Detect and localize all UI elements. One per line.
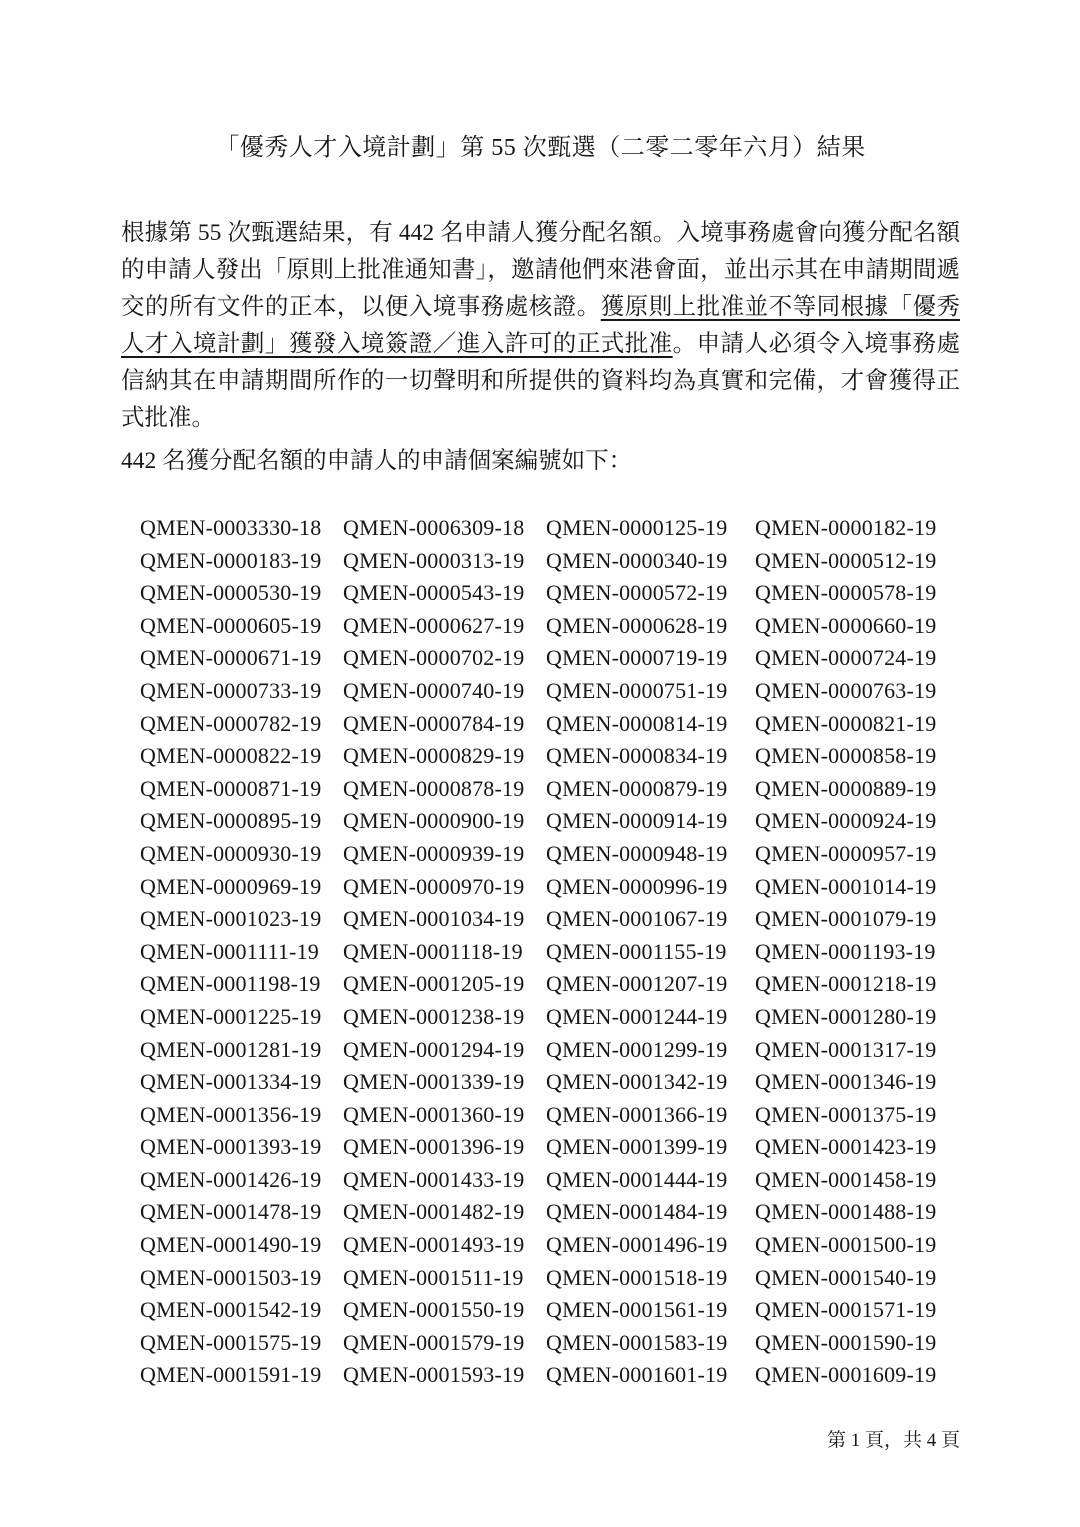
case-number: QMEN-0000763-19 xyxy=(755,677,937,703)
case-number: QMEN-0001609-19 xyxy=(755,1362,937,1388)
case-number: QMEN-0001034-19 xyxy=(343,906,525,932)
case-number: QMEN-0000821-19 xyxy=(755,710,937,736)
case-number: QMEN-0000782-19 xyxy=(140,710,322,736)
case-number: QMEN-0001294-19 xyxy=(343,1036,525,1062)
case-number: QMEN-0001360-19 xyxy=(343,1101,525,1127)
document-title: 「優秀人才入境計劃」第 55 次甄選（二零二零年六月）結果 xyxy=(215,135,866,161)
case-number: QMEN-0000578-19 xyxy=(755,580,937,606)
case-number: QMEN-0001511-19 xyxy=(343,1264,524,1290)
case-number: QMEN-0001458-19 xyxy=(755,1166,937,1192)
case-number: QMEN-0001583-19 xyxy=(546,1329,728,1355)
case-number: QMEN-0000702-19 xyxy=(343,645,525,671)
case-number: QMEN-0001518-19 xyxy=(546,1264,728,1290)
case-number: QMEN-0001399-19 xyxy=(546,1134,728,1160)
case-number: QMEN-0001423-19 xyxy=(755,1134,937,1160)
case-number: QMEN-0001571-19 xyxy=(755,1297,937,1323)
paragraph-before-underline: 根據第 55 次甄選結果，有 442 名申請人獲分配名額。入境事務處會向獲分配名額的申請人發出「原則上批准通知書」，邀請他們來港會面，並出示其在申請期間遞交的所有文件的正本，以便入境事務處核證。 xyxy=(121,220,960,320)
case-number: QMEN-0001500-19 xyxy=(755,1232,937,1258)
page-footer: 第 1 頁，共 4 頁 xyxy=(826,1430,960,1452)
case-number: QMEN-0001393-19 xyxy=(140,1134,322,1160)
case-number: QMEN-0000628-19 xyxy=(546,612,728,638)
case-number: QMEN-0000930-19 xyxy=(140,840,322,866)
case-number: QMEN-0001561-19 xyxy=(546,1297,728,1323)
case-number: QMEN-0000125-19 xyxy=(546,515,728,540)
case-number: QMEN-0000724-19 xyxy=(755,645,937,671)
case-number: QMEN-0006309-18 xyxy=(343,515,525,540)
case-number: QMEN-0001244-19 xyxy=(546,1003,728,1029)
case-number: QMEN-0000530-19 xyxy=(140,580,322,606)
case-number: QMEN-0001366-19 xyxy=(546,1101,728,1127)
case-number: QMEN-0000834-19 xyxy=(546,743,728,769)
case-number: QMEN-0003330-18 xyxy=(140,515,322,540)
case-number: QMEN-0001478-19 xyxy=(140,1199,322,1225)
case-number: QMEN-0001601-19 xyxy=(546,1362,728,1388)
case-number: QMEN-0001591-19 xyxy=(140,1362,322,1388)
case-number: QMEN-0000784-19 xyxy=(343,710,525,736)
case-number: QMEN-0000939-19 xyxy=(343,840,525,866)
case-number-grid xyxy=(140,512,960,1392)
case-number: QMEN-0000970-19 xyxy=(343,873,525,899)
case-number: QMEN-0000543-19 xyxy=(343,580,525,606)
case-number: QMEN-0000879-19 xyxy=(546,775,728,801)
case-number: QMEN-0000871-19 xyxy=(140,775,322,801)
case-number: QMEN-0001579-19 xyxy=(343,1329,525,1355)
case-number: QMEN-0000948-19 xyxy=(546,840,728,866)
case-number: QMEN-0001111-19 xyxy=(140,938,319,964)
case-number: QMEN-0001317-19 xyxy=(755,1036,937,1062)
case-number: QMEN-0000878-19 xyxy=(343,775,525,801)
case-number: QMEN-0000829-19 xyxy=(343,743,525,769)
case-number: QMEN-0001482-19 xyxy=(343,1199,525,1225)
case-number: QMEN-0001014-19 xyxy=(755,873,937,899)
case-number: QMEN-0001118-19 xyxy=(343,938,523,964)
case-number: QMEN-0000182-19 xyxy=(755,515,937,540)
paragraph-after-underline: 。申請人必須令入境事務處信納其在申請期間所作的一切聲明和所提供的資料均為真實和完備，才會獲得正式批准。 xyxy=(121,331,961,431)
paragraph-underlined-text: 獲原則上批准並不等同根據「優秀人才入境計劃」獲發入境簽證／進入許可的正式批准 xyxy=(121,294,961,357)
case-number: QMEN-0001193-19 xyxy=(755,938,936,964)
case-number: QMEN-0001299-19 xyxy=(546,1036,728,1062)
case-number: QMEN-0000512-19 xyxy=(755,547,937,573)
case-number: QMEN-0001490-19 xyxy=(140,1232,322,1258)
case-number: QMEN-0000660-19 xyxy=(755,612,937,638)
case-number: QMEN-0001218-19 xyxy=(755,971,937,997)
case-number: QMEN-0001542-19 xyxy=(140,1297,322,1323)
case-number: QMEN-0000340-19 xyxy=(546,547,728,573)
case-number: QMEN-0000814-19 xyxy=(546,710,728,736)
case-number: QMEN-0001281-19 xyxy=(140,1036,322,1062)
case-number: QMEN-0001280-19 xyxy=(755,1003,937,1029)
case-number: QMEN-0001225-19 xyxy=(140,1003,322,1029)
case-number: QMEN-0001067-19 xyxy=(546,906,728,932)
case-number: QMEN-0001198-19 xyxy=(140,971,321,997)
case-number: QMEN-0000740-19 xyxy=(343,677,525,703)
case-number: QMEN-0001207-19 xyxy=(546,971,728,997)
case-number: QMEN-0000605-19 xyxy=(140,612,322,638)
case-number: QMEN-0000996-19 xyxy=(546,873,728,899)
case-number: QMEN-0001155-19 xyxy=(546,938,727,964)
case-number: QMEN-0000751-19 xyxy=(546,677,728,703)
case-number: QMEN-0000924-19 xyxy=(755,808,937,834)
case-number: QMEN-0001503-19 xyxy=(140,1264,322,1290)
case-number: QMEN-0001238-19 xyxy=(343,1003,525,1029)
case-number: QMEN-0000671-19 xyxy=(140,645,322,671)
case-number: QMEN-0001079-19 xyxy=(755,906,937,932)
case-number: QMEN-0000183-19 xyxy=(140,547,322,573)
case-number: QMEN-0000572-19 xyxy=(546,580,728,606)
case-number: QMEN-0000733-19 xyxy=(140,677,322,703)
case-number: QMEN-0000889-19 xyxy=(755,775,937,801)
case-number: QMEN-0000900-19 xyxy=(343,808,525,834)
case-number: QMEN-0001550-19 xyxy=(343,1297,525,1323)
case-number: QMEN-0001496-19 xyxy=(546,1232,728,1258)
case-number: QMEN-0001488-19 xyxy=(755,1199,937,1225)
case-number: QMEN-0001342-19 xyxy=(546,1069,728,1095)
case-number: QMEN-0001023-19 xyxy=(140,906,322,932)
case-number: QMEN-0001540-19 xyxy=(755,1264,937,1290)
case-number: QMEN-0001356-19 xyxy=(140,1101,322,1127)
case-number: QMEN-0001339-19 xyxy=(343,1069,525,1095)
case-number: QMEN-0000957-19 xyxy=(755,840,937,866)
case-number: QMEN-0001444-19 xyxy=(546,1166,728,1192)
case-number: QMEN-0001426-19 xyxy=(140,1166,322,1192)
case-number: QMEN-0001575-19 xyxy=(140,1329,322,1355)
case-number: QMEN-0001346-19 xyxy=(755,1069,937,1095)
case-number: QMEN-0001493-19 xyxy=(343,1232,525,1258)
case-number: QMEN-0000858-19 xyxy=(755,743,937,769)
case-number: QMEN-0000719-19 xyxy=(546,645,728,671)
case-number: QMEN-0001593-19 xyxy=(343,1362,525,1388)
case-number: QMEN-0001590-19 xyxy=(755,1329,937,1355)
case-number: QMEN-0000969-19 xyxy=(140,873,322,899)
case-number: QMEN-0001433-19 xyxy=(343,1166,525,1192)
case-number: QMEN-0000822-19 xyxy=(140,743,322,769)
case-number: QMEN-0001205-19 xyxy=(343,971,525,997)
case-number: QMEN-0000895-19 xyxy=(140,808,322,834)
case-list-intro: 442 名獲分配名額的申請人的申請個案編號如下： xyxy=(121,448,633,474)
case-number: QMEN-0000313-19 xyxy=(343,547,525,573)
case-number: QMEN-0001334-19 xyxy=(140,1069,322,1095)
case-number: QMEN-0001375-19 xyxy=(755,1101,937,1127)
case-number: QMEN-0001484-19 xyxy=(546,1199,728,1225)
case-number: QMEN-0000914-19 xyxy=(546,808,728,834)
case-number: QMEN-0001396-19 xyxy=(343,1134,525,1160)
intro-paragraph xyxy=(121,215,960,437)
case-number: QMEN-0000627-19 xyxy=(343,612,525,638)
